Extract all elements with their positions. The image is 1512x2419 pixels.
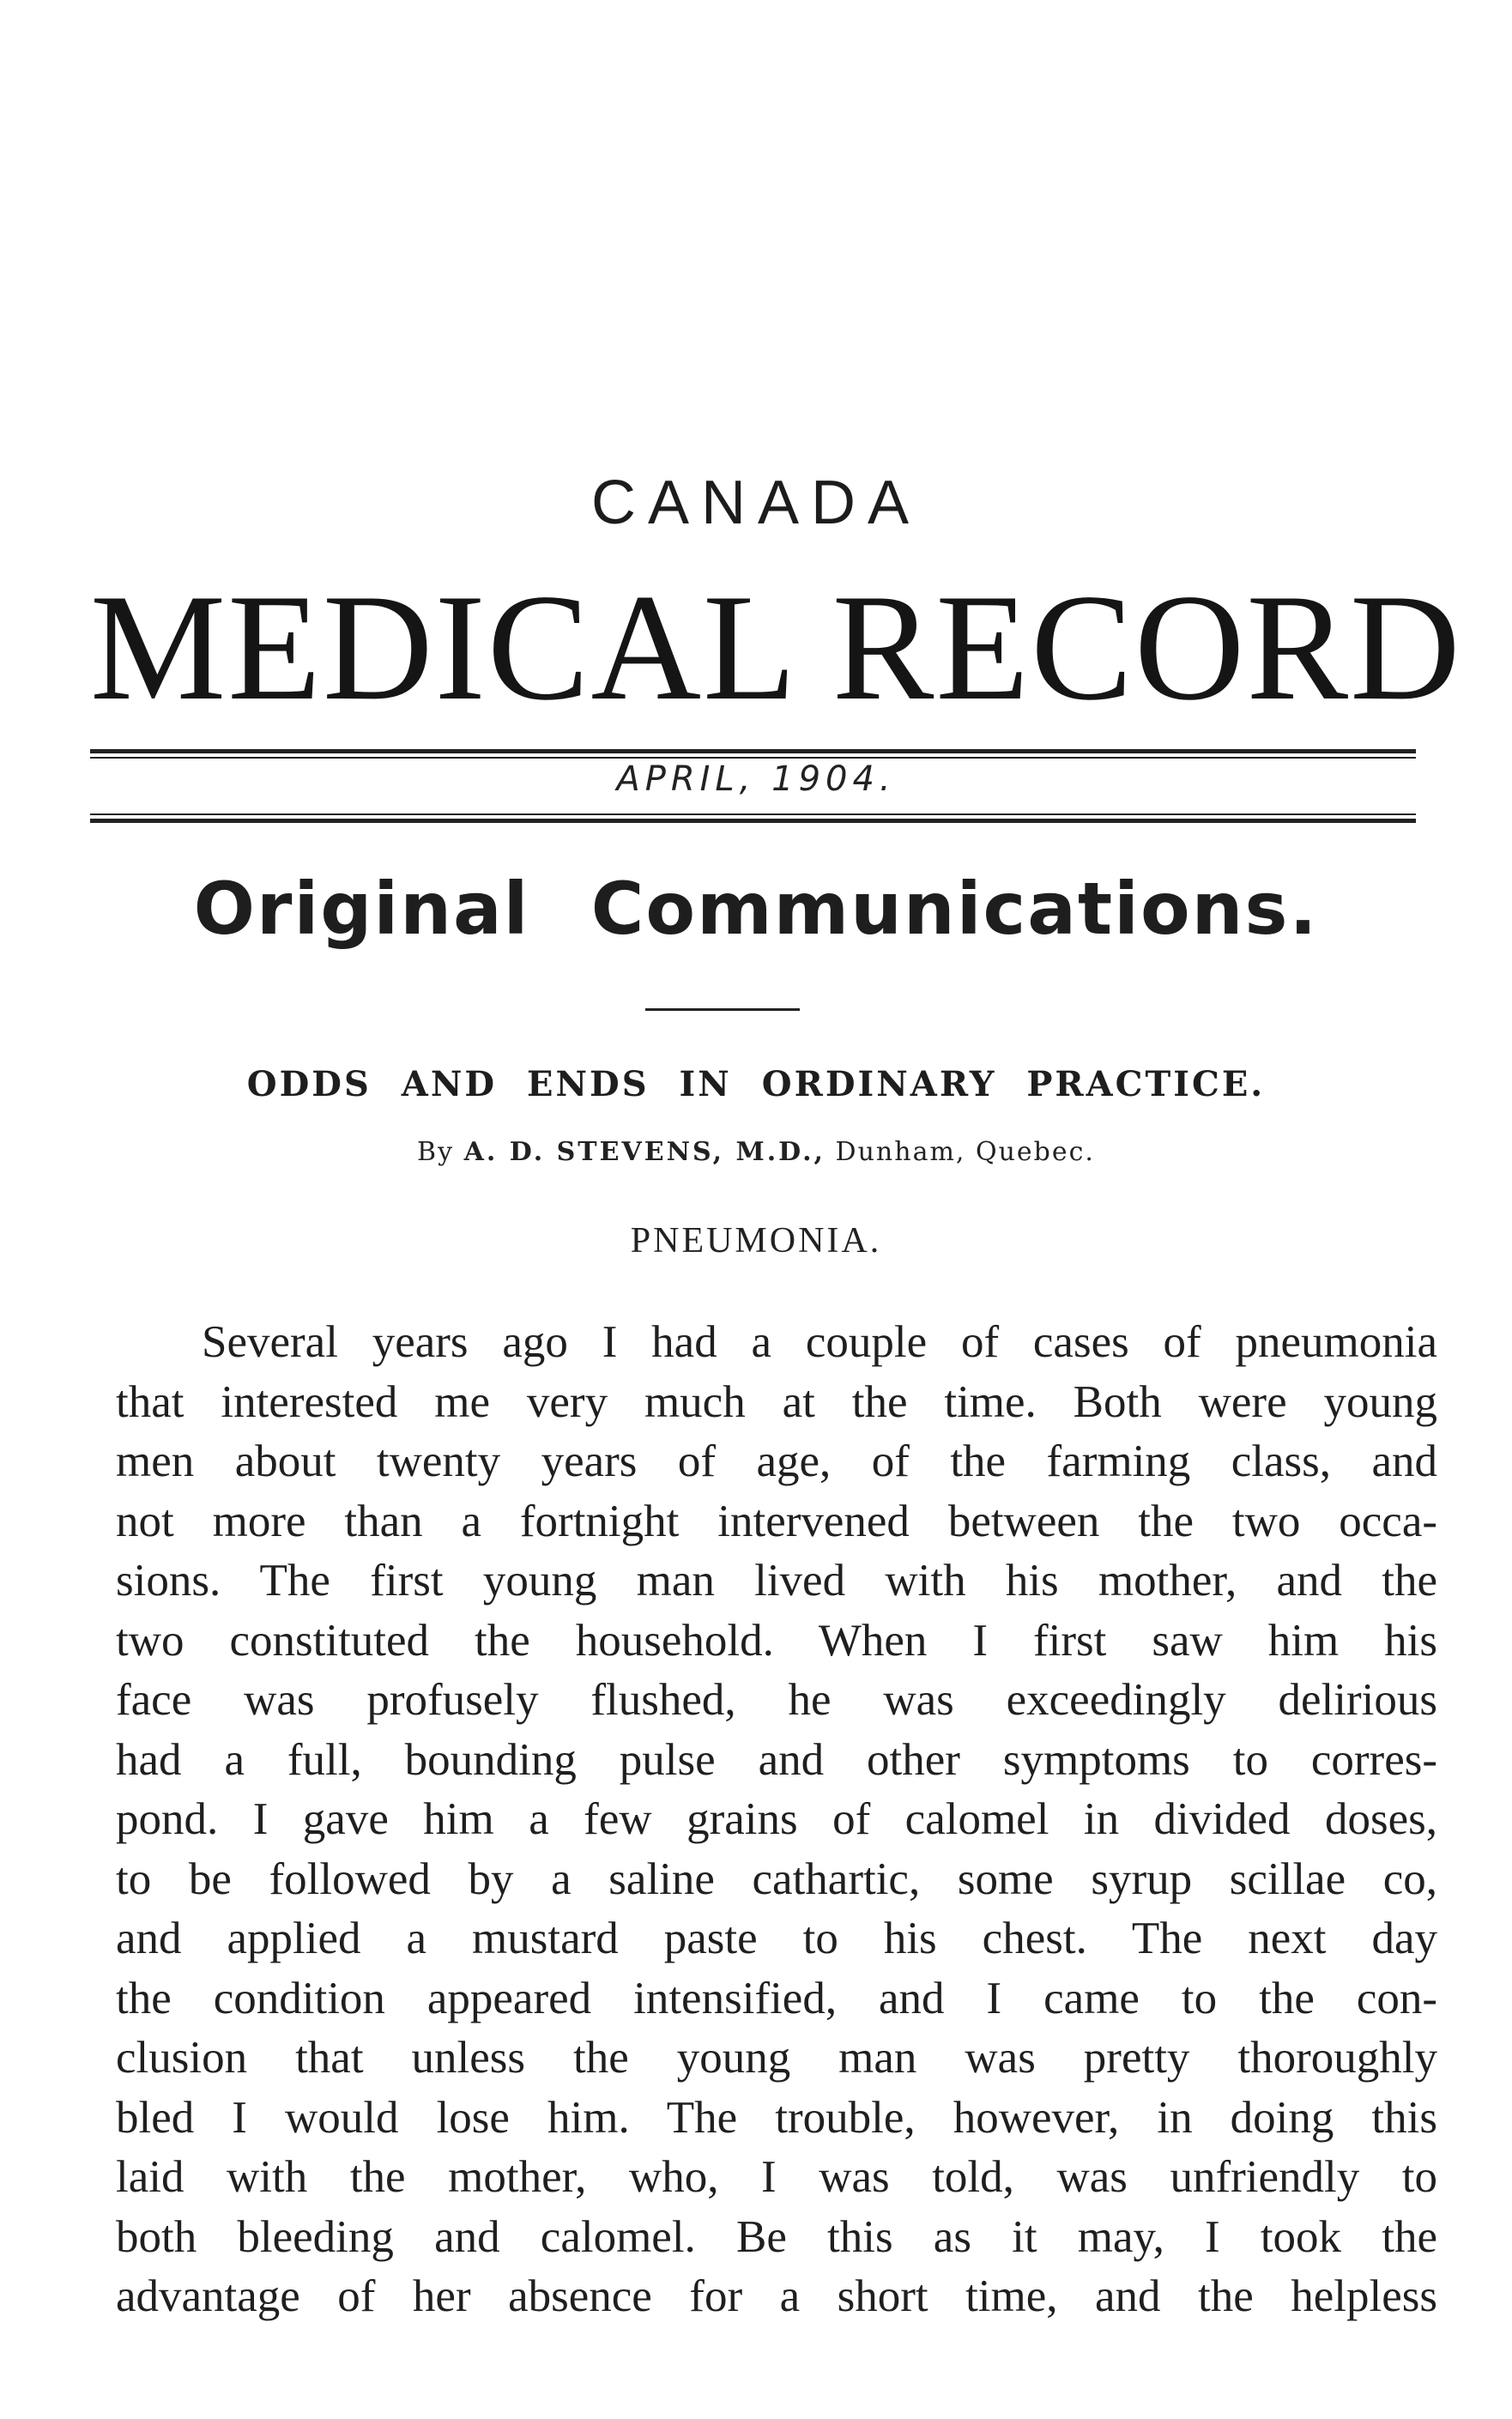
article-byline [0,1137,1512,1167]
masthead-rule-top-thin [90,757,1416,759]
masthead-rule-top [90,749,1416,753]
body-line: not more than a fortnight intervened between the two occa- [116,1496,1437,1546]
body-line: that interested me very much at the time. Both were young [116,1376,1437,1427]
section-heading: Original Communications. [193,867,1319,951]
masthead-rule-bottom [90,819,1416,823]
article-subheading: PNEUMONIA. [630,1221,882,1261]
body-line: face was profusely flushed, he was exceedingly delirious [116,1675,1437,1725]
body-line: both bleeding and calomel. Be this as it may, I took the [116,2211,1437,2262]
body-line: bled I would lose him. The trouble, however, in doing this [116,2092,1437,2143]
body-line: advantage of her absence for a short time, and the helpless [116,2271,1437,2321]
article-title: ODDS AND ENDS IN ORDINARY PRACTICE. [246,1064,1266,1104]
body-line: to be followed by a saline cathartic, some syrup scillae co, [116,1854,1437,1904]
body-line: had a full, bounding pulse and other symptoms to corres- [116,1734,1437,1785]
article-body [116,1313,1437,2327]
section-divider [645,1008,800,1011]
masthead-rule-bottom-thin [90,813,1416,815]
body-line: sions. The first young man lived with his mother, and the [116,1556,1437,1606]
body-line: and applied a mustard paste to his chest. The next day [116,1914,1437,1963]
body-line: two constituted the household. When I first saw him his [116,1615,1437,1666]
byline-prefix: By [417,1137,455,1167]
body-line: laid with the mother, who, I was told, was unfriendly to [116,2152,1437,2202]
body-line: the condition appeared intensified, and I came to the con- [116,1973,1437,2023]
body-line: pond. I gave him a few grains of calomel in divided doses, [116,1794,1437,1844]
body-line: men about twenty years of age, of the farming class, and [116,1436,1437,1486]
masthead-country: CANADA [590,469,922,537]
issue-date: APRIL, 1904. [616,759,896,799]
byline-author: A. D. STEVENS, M.D., [463,1137,826,1167]
journal-title: MEDICAL RECORD [90,562,1462,732]
byline-place: Dunham, Quebec. [835,1137,1095,1167]
body-line: clusion that unless the young man was pretty thoroughly [116,2033,1437,2083]
body-line: Several years ago I had a couple of cases of pneumonia [202,1317,1437,1367]
